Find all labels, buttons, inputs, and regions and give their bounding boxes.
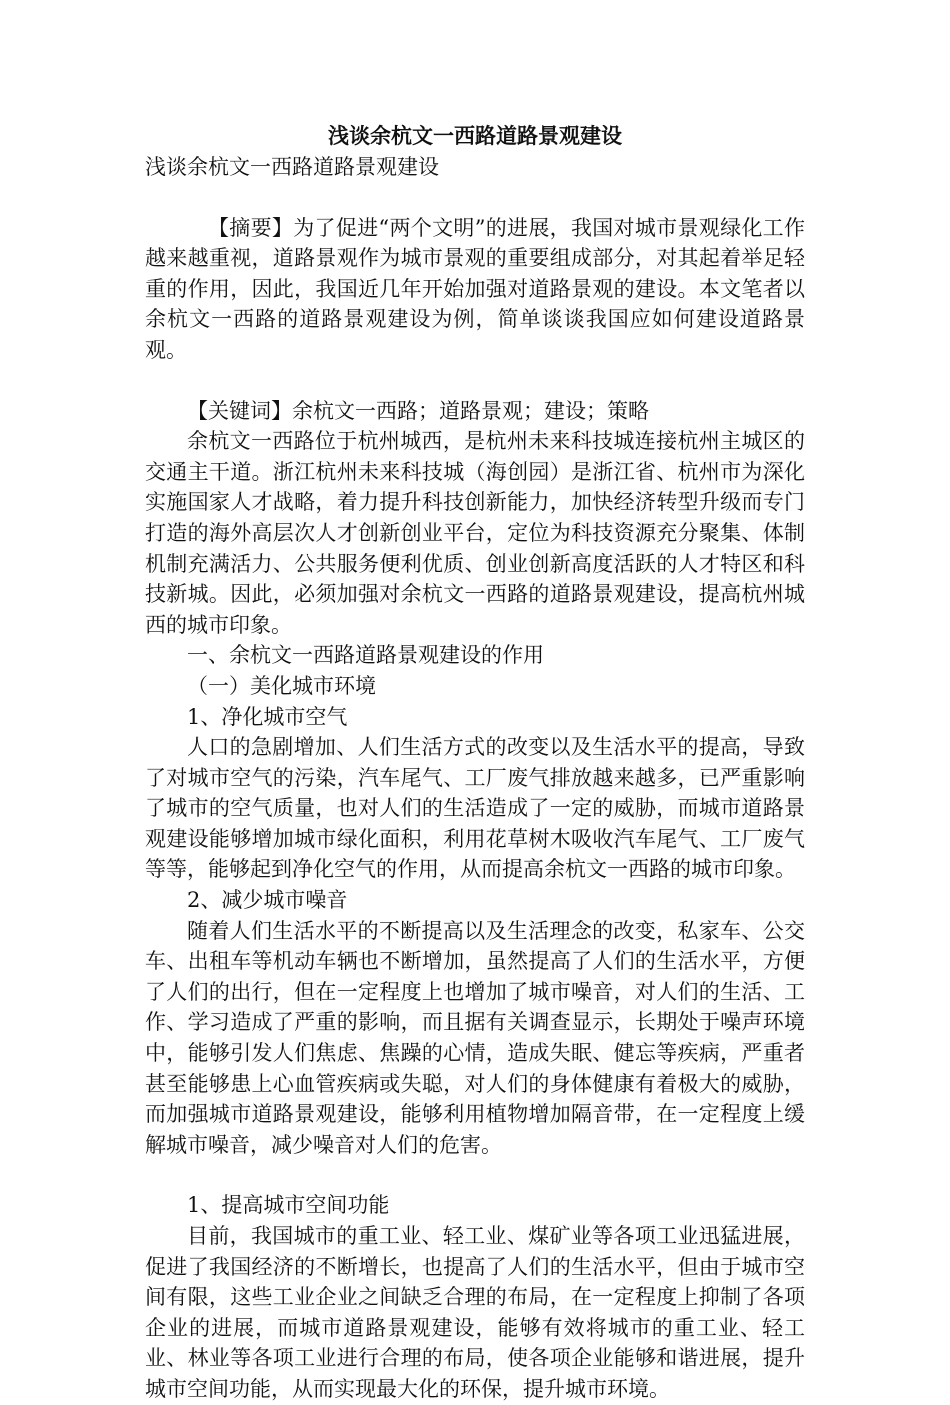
- intro-paragraph: 余杭文一西路位于杭州城西，是杭州未来科技城连接杭州主城区的交通主干道。浙江杭州未来科技城（海创园）是浙江省、杭州市为深化实施国家人才战略，着力提升科技创新能力，加快经济转型升级而专门打造的海外高层次人才创新创业平台，定位为科技资源充分聚集、体制机制充满活力、公共服务便利优质、创业创新高度活跃的人才特区和科技新城。因此，必须加强对余杭文一西路的道路景观建设，提高杭州城西的城市印象。: [145, 429, 805, 637]
- section-heading-1: 一、余杭文一西路道路景观建设的作用: [187, 643, 544, 668]
- item-body-2: 随着人们生活水平的不断提高以及生活理念的改变，私家车、公交车、出租车等机动车辆也不断增加，虽然提高了人们的生活水平，方便了人们的出行，但在一定程度上也增加了城市噪音，对人们的生活、工作、学习造成了严重的影响，而且据有关调查显示，长期处于噪声环境中，能够引发人们焦虑、焦躁的心情，造成失眠、健忘等疾病，严重者甚至能够患上心血管疾病或失聪，对人们的身体健康有着极大的威胁，而加强城市道路景观建设，能够利用植物增加隔音带，在一定程度上缓解城市噪音，减少噪音对人们的危害。: [145, 918, 805, 1157]
- item-heading-1: 1、净化城市空气: [187, 704, 348, 729]
- keywords-line: 【关键词】余杭文一西路；道路景观；建设；策略: [187, 398, 649, 423]
- document-subtitle: 浅谈余杭文一西路道路景观建设: [145, 155, 439, 179]
- item-heading-2: 2、减少城市噪音: [187, 888, 348, 913]
- subsection-heading-1: （一）美化城市环境: [187, 673, 376, 698]
- item-heading-3: 1、提高城市空间功能: [187, 1193, 390, 1218]
- document-body: [145, 120, 805, 1405]
- item-body-3: 目前，我国城市的重工业、轻工业、煤矿业等各项工业迅猛进展，促进了我国经济的不断增长，也提高了人们的生活水平，但由于城市空间有限，这些工业企业之间缺乏合理的布局，在一定程度上抑制了各项企业的进展，而城市道路景观建设，能够有效将城市的重工业、轻工业、林业等各项工业进行合理的布局，使各项企业能够和谐进展，提升城市空间功能，从而实现最大化的环保，提升城市环境。: [145, 1224, 805, 1401]
- abstract-paragraph: 【摘要】为了促进“两个文明”的进展，我国对城市景观绿化工作越来越重视，道路景观作为城市景观的重要组成部分，对其起着举足轻重的作用，因此，我国近几年开始加强对道路景观的建设。本文笔者以余杭文一西路的道路景观建设为例，简单谈谈我国应如何建设道路景观。: [145, 215, 805, 362]
- item-body-1: 人口的急剧增加、人们生活方式的改变以及生活水平的提高，导致了对城市空气的污染，汽车尾气、工厂废气排放越来越多，已严重影响了城市的空气质量，也对人们的生活造成了一定的威胁，而城市道路景观建设能够增加城市绿化面积，利用花草树木吸收汽车尾气、工厂废气等等，能够起到净化空气的作用，从而提高余杭文一西路的城市印象。: [145, 735, 805, 882]
- document-title: 浅谈余杭文一西路道路景观建设: [328, 123, 622, 148]
